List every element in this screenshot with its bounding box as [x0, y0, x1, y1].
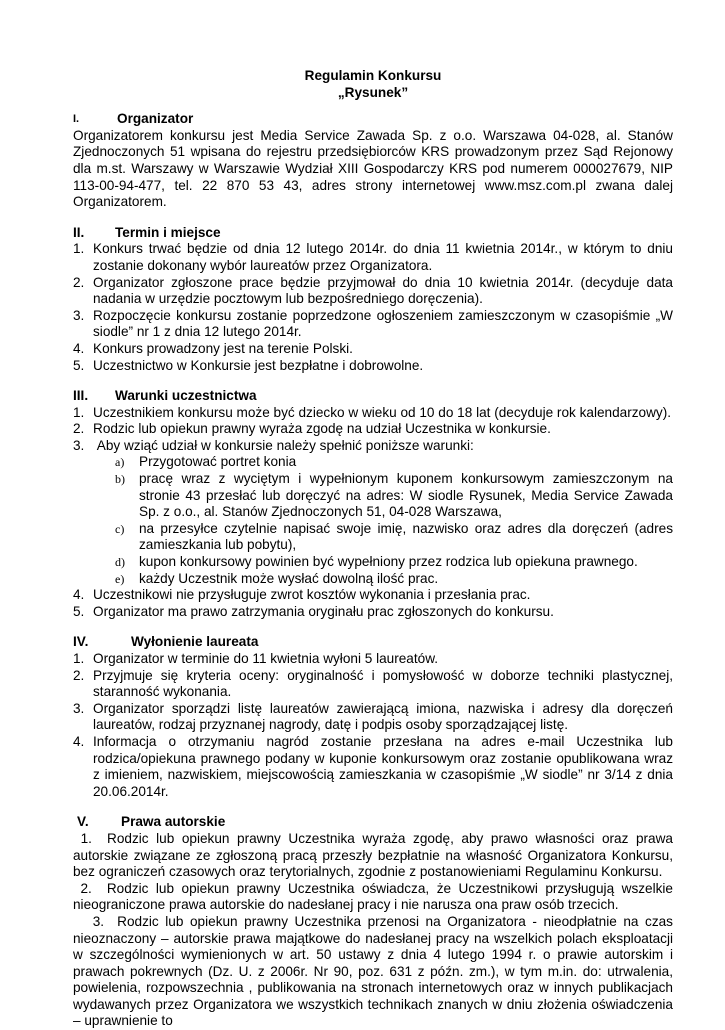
section-paragraph: 3. Rodzic lub opiekun prawny Uczestnika przenosi na Organizatora - nieodpłatnie na czas nieoznaczony – autorskie prawa majątkowe do nadesłanej pracy na wszelkich polach eksploatacji w szczególności wymienionych w art. 50 ustawy z dnia 4 lutego 1994 r. o prawie autorskim i prawach pokrewnych (Dz. U. z 2006r. Nr 90, poz. 631 z późn. zm.), w tym m.in. do: utrwalenia, powielenia, rozpowszechnia , publikowania na stronach internetowych oraz w innych publikacjach wydawanych przez Organizatora we wszystkich technikach znanych w dniu złożenia oświadczenia – uprawnienie to — [73, 913, 677, 1029]
item-number: 2. — [73, 274, 85, 290]
list-item — [73, 241, 673, 274]
section-heading-warunki — [73, 388, 673, 405]
item-text: Organizator w terminie do 11 kwietnia wyłoni 5 laureatów. — [93, 651, 439, 666]
sub-item-text: na przesyłce czytelnie napisać swoje imię, nazwisko oraz adres dla doręczeń (adres zamieszkania lub pobytu), — [139, 520, 673, 553]
item-number: 3. — [73, 307, 85, 323]
sub-list-item — [73, 454, 673, 471]
list-item — [73, 604, 673, 621]
item-text: Uczestnikowi nie przysługuje zwrot kosztów wykonania i przesłania prac. — [93, 587, 531, 603]
sub-item-text: każdy Uczestnik może wysłać dowolną ilość prac. — [139, 570, 439, 586]
section-heading-termin — [73, 225, 673, 242]
list-item — [73, 341, 673, 358]
sub-list-item — [73, 471, 673, 521]
sub-item-text: pracę wraz z wyciętym i wypełnionym kuponem konkursowym zamieszczonym na stronie 43 przesłać lub doręczyć na adres: W siodle Rysunek, Media Service Zawada Sp. z o.o., al. Stanów Zjednoczonych 51, 04-028 Warszawa, — [139, 471, 673, 520]
list-item — [73, 734, 673, 800]
numbered-list — [73, 241, 673, 374]
item-number: 3. — [73, 700, 85, 716]
list-item — [73, 587, 673, 604]
section-paragraph: 1. Rodzic lub opiekun prawny Uczestnika wyraża zgodę, aby prawo własności oraz prawa autorskie związane ze zgłoszoną pracą przeszły bezpłatnie na własność Organizatora Konkursu, bez ograniczeń czasowych oraz terytorialnych, zgodnie z postanowieniami Regulaminu Konkursu. — [73, 830, 677, 880]
list-item — [73, 701, 673, 734]
sub-list-item — [73, 521, 673, 554]
sub-item-letter: d) — [115, 555, 125, 570]
item-text: Informacja o otrzymaniu nagród zostanie przesłana na adres e-mail Uczestnika lub rodzica/opiekuna prawnego podany w kuponie konkursowym oraz zostanie opublikowana wraz z imieniem, nazwiskiem, miejscowością zamieszkania w czasopiśmie „W siodle” nr 3/14 z dnia 20.06.2014r. — [93, 733, 673, 799]
section-number: IV. — [73, 634, 89, 650]
item-number: 4. — [73, 587, 85, 603]
item-text: Rodzic lub opiekun prawny wyraża zgodę na udział Uczestnika w konkursie. — [93, 421, 551, 437]
item-number: 5. — [73, 603, 85, 619]
section-number: II. — [73, 224, 85, 240]
item-text: Organizator sporządzi listę laureatów zawierającą imiona, nazwiska i adresy dla doręczeń laureatów, rodzaj przyznanej nagrody, datę i podpis osoby sporządzającej listę. — [93, 700, 673, 733]
sub-item-letter: a) — [115, 455, 125, 470]
section-title: Prawa autorskie — [121, 814, 226, 830]
item-number: 1. — [73, 404, 85, 420]
document-subtitle: „Rysunek” — [337, 84, 409, 100]
sub-item-letter: c) — [115, 521, 125, 536]
item-text: Uczestnikiem konkursu może być dziecko w wieku od 10 do 18 lat (decyduje rok kalendarzowy). — [93, 404, 671, 420]
item-text: Organizator zgłoszone prace będzie przyjmował do dnia 10 kwietnia 2014r. (decyduje data nadania w urzędzie pocztowym lub bezpośredniego doręczenia). — [93, 274, 673, 307]
sub-item-letter: e) — [115, 571, 125, 586]
item-text: Konkurs trwać będzie od dnia 12 lutego 2014r. do dnia 11 kwietnia 2014r., w którym to dniu zostanie dokonany wybór laureatów przez Organizatora. — [93, 241, 673, 273]
section-number: III. — [73, 388, 89, 404]
item-text: Przyjmuje się kryteria oceny: oryginalność i pomysłowość w doborze techniki plastycznej, staranność wykonania. — [93, 667, 673, 700]
item-text: Rozpoczęcie konkursu zostanie poprzedzone ogłoszeniem zamieszczonym w czasopiśmie „W siodle” nr 1 z dnia 12 lutego 2014r. — [93, 307, 673, 340]
sub-list-item — [73, 554, 673, 571]
item-text: Organizator ma prawo zatrzymania oryginału prac zgłoszonych do konkursu. — [93, 603, 554, 619]
document-page — [73, 68, 677, 1030]
item-number: 2. — [73, 667, 85, 683]
item-text: Aby wziąć udział w konkursie należy spełnić poniższe warunki: — [93, 437, 474, 453]
section-heading-organizator — [73, 111, 673, 128]
section-number: V. — [77, 814, 89, 830]
list-item — [73, 308, 673, 341]
sub-list-item — [73, 571, 673, 588]
item-number: 1. — [73, 241, 85, 257]
sub-item-text: kupon konkursowy powinien być wypełniony przez rodzica lub opiekuna prawnego. — [139, 554, 638, 570]
document-title: Regulamin Konkursu — [304, 68, 442, 83]
numbered-list — [73, 651, 673, 800]
section-paragraph: 2. Rodzic lub opiekun prawny Uczestnika oświadcza, że Uczestnikowi przysługują wszelkie nieograniczone prawa autorskie do nadesłanej pracy i nie narusza ona praw osób trzecich. — [73, 880, 677, 913]
item-number: 2. — [73, 421, 85, 437]
item-number: 5. — [73, 357, 85, 373]
list-item — [73, 421, 673, 438]
item-number: 1. — [73, 651, 85, 666]
sub-item-letter: b) — [115, 472, 125, 487]
list-item — [73, 668, 673, 701]
list-item — [73, 651, 673, 668]
section-title: Wyłonienie laureata — [131, 634, 259, 650]
list-item — [73, 358, 673, 375]
section-paragraph: Organizatorem konkursu jest Media Service Zawada Sp. z o.o. Warszawa 04-028, al. Stanów Zjednoczonych 51 wpisana do rejestru przedsiębiorców KRS prowadzonym przez Sąd Rejonowy dla m.st. Warszawy w Warszawie Wydział XIII Gospodarczy KRS pod numerem 000027679, NIP 113-00-94-477, tel. 22 870 53 43, adres strony internetowej www.msz.com.pl zwana dalej Organizatorem. — [73, 127, 673, 210]
item-number: 4. — [73, 733, 85, 749]
list-item — [73, 275, 673, 308]
item-text: Uczestnictwo w Konkursie jest bezpłatne i dobrowolne. — [93, 357, 424, 373]
list-item — [73, 405, 673, 422]
sub-item-text: Przygotować portret konia — [139, 454, 297, 470]
list-item — [73, 438, 673, 455]
section-heading-prawa — [73, 814, 673, 831]
item-number: 4. — [73, 340, 85, 356]
item-number: 3. — [73, 437, 85, 453]
section-number: I. — [73, 113, 80, 126]
item-text: Konkurs prowadzony jest na terenie Polski. — [93, 340, 353, 356]
section-title: Warunki uczestnictwa — [115, 388, 257, 404]
section-title: Termin i miejsce — [115, 224, 221, 240]
numbered-list — [73, 405, 673, 621]
section-heading-wylonienie — [73, 634, 673, 651]
section-title: Organizator — [117, 111, 194, 127]
